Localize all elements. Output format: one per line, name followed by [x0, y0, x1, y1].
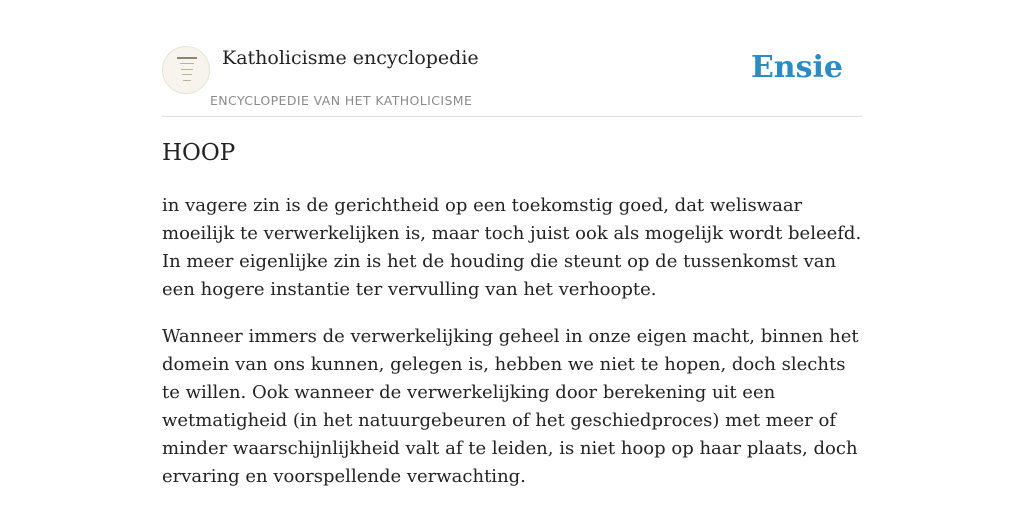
entry-paragraph: in vagere zin is de gerichtheid op een toekomstig goed, dat weliswaar moeilijk te verwerkelijken is, maar toch juist ook als mogelijk wordt beleefd. In meer eigenlijke zin is het de houding die steunt op de tussenkomst van een hogere instantie ter vervulling van het verhoopte. [162, 195, 862, 300]
cover-title-line [177, 57, 197, 59]
cover-text-line [182, 74, 192, 75]
ensie-logo-link[interactable]: Ensie [750, 50, 843, 85]
cover-text-line [181, 69, 193, 70]
site-header [162, 40, 862, 117]
entry-title: HOOP [162, 140, 236, 166]
entry-paragraph: Wanneer immers de verwerkelijking geheel in onze eigen macht, binnen het domein van ons kunnen, gelegen is, hebben we niet te hopen, doch slechts te willen. Ook wanneer de verwerkelijking door berekening uit een wetmatigheid (in het natuurgebeuren of het geschiedproces) met meer of minder waarschijnlijkheid valt af te leiden, is niet hoop op haar plaats, doch ervaring en voorspellende verwachting. [162, 326, 859, 487]
cover-text-line [183, 80, 191, 81]
entry-body [162, 192, 862, 510]
site-subtitle: ENCYCLOPEDIE VAN HET KATHOLICISME [210, 93, 473, 108]
cover-text-line [180, 63, 194, 64]
book-cover-icon[interactable] [162, 46, 210, 94]
site-title[interactable]: Katholicisme encyclopedie [222, 47, 479, 69]
